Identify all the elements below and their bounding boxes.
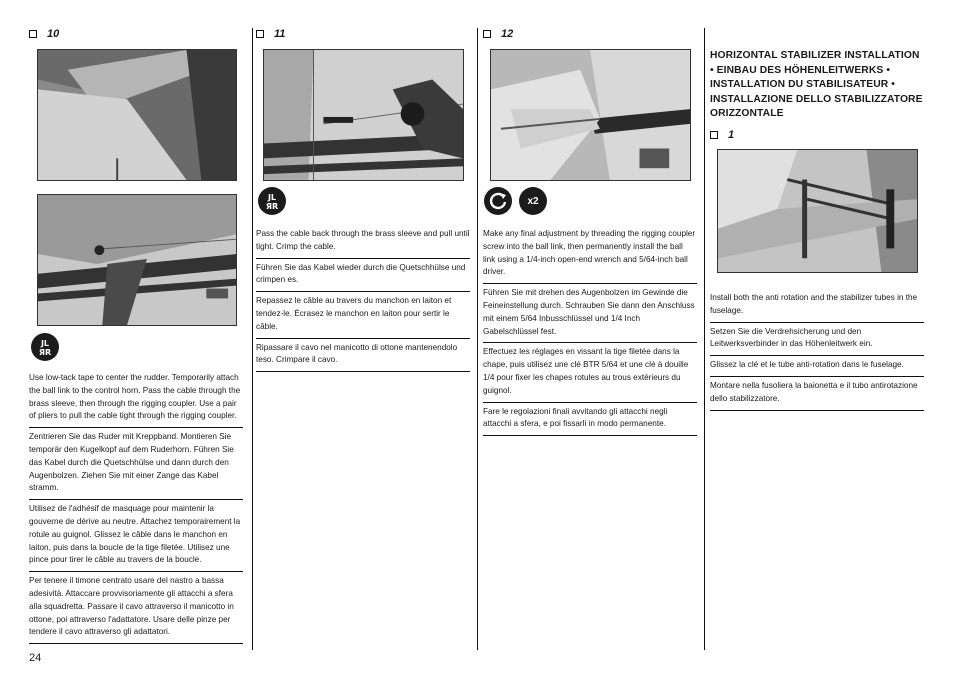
svg-text:ЯR: ЯR	[265, 202, 279, 211]
instructions-step-11	[256, 225, 470, 372]
column-stabilizer	[710, 49, 924, 141]
instructions-step-12	[483, 225, 697, 436]
column-step-12	[483, 28, 697, 40]
column-divider	[252, 28, 253, 650]
step-header	[483, 28, 697, 40]
paragraph-it: Ripassare il cavo nel manicotto di ottone mantenendolo teso. Crimpare il cavo.	[256, 339, 470, 373]
paragraph-en: Pass the cable back through the brass sleeve and pull until tight. Crimp the cable.	[256, 225, 470, 259]
checkbox-icon[interactable]	[483, 30, 491, 38]
checkbox-icon[interactable]	[256, 30, 264, 38]
paragraph-de: Zentrieren Sie das Ruder mit Kreppband. Montieren Sie temporär den Kugelkopf auf dem Ruderhorn. Führen Sie das Kabel durch die Quetschhülse und dann durch den Augenbolzen. Ziehen Sie mit einer Zange das Kabel stramm.	[29, 428, 243, 500]
photo-rudder-tape	[37, 49, 237, 181]
step-header	[29, 28, 243, 40]
column-step-10	[29, 28, 243, 40]
paragraph-en: Install both the anti rotation and the stabilizer tubes in the fuselage.	[710, 289, 924, 323]
photo-pliers-cable	[37, 194, 237, 326]
column-divider	[477, 28, 478, 650]
photo-stabilizer-tubes	[717, 149, 918, 273]
photo-crimp-cable	[263, 49, 464, 181]
paragraph-fr: Repassez le câble au travers du manchon en laiton et tendez-le. Écrasez le manchon en laiton pour sertir le câble.	[256, 292, 470, 338]
paragraph-en: Use low-tack tape to center the rudder. Temporarily attach the ball link to the control horn. Pass the cable through the brass sleeve, then through the rigging coupler. Use a pair of pliers to pull the cable tight through the rigging coupler.	[29, 369, 243, 428]
heading-line: HORIZONTAL STABILIZER INSTALLATION	[710, 50, 920, 61]
step-number: 12	[501, 28, 514, 40]
instructions-step-10	[29, 369, 243, 644]
paragraph-fr: Utilisez de l'adhésif de masquage pour maintenir la gouverne de dérive au neutre. Attachez temporairement la rotule au guignol. Glissez le câble dans le manchon en laiton, puis dans la boucle de la tige filetée. Utilisez une pince pour tirer le câble au travers de la boucle.	[29, 500, 243, 572]
paragraph-fr: Glissez la clé et le tube anti-rotation dans le fuselage.	[710, 356, 924, 377]
paragraph-de: Führen Sie mit drehen des Augenbolzen im Gewinde die Feineinstellung durch. Schrauben Sie dann den Anschluss mit einem 5/64 Inbusschlüssel und 1/4 Inch Gabelschlüssel fest.	[483, 284, 697, 343]
column-divider	[704, 28, 705, 650]
paragraph-fr: Effectuez les réglages en vissant la tige filetée dans la chape, puis utilisez une clé BTR 5/64 et une clé à douille 1/4 pour fixer les chapes rotules au trous extérieurs du guignol.	[483, 343, 697, 402]
paragraph-de: Setzen Sie die Verdrehsicherung und den Leitwerksverbinder in das Höhenleitwerk ein.	[710, 323, 924, 357]
badge-label: x2	[527, 195, 539, 207]
svg-text:JL: JL	[267, 193, 277, 202]
column-step-11	[256, 28, 470, 40]
crimp-tool-icon	[31, 333, 59, 361]
svg-text:ЯR: ЯR	[38, 348, 52, 357]
heading-line: • EINBAU DES HÖHENLEITWERKS •	[710, 64, 891, 76]
step-number: 11	[274, 28, 286, 40]
heading-line: ORIZZONTALE	[710, 108, 784, 119]
step-number: 10	[47, 28, 60, 40]
paragraph-it: Per tenere il timone centrato usare del nastro a bassa adesività. Attaccare provvisoriamente gli attacchi a sfera alla squadretta. Passare il cavo attraverso il manicotto in ottone, poi attraverso l'adattatore. Usare delle pinze per tendere il cavo attraverso gli adattatori.	[29, 572, 243, 644]
heading-line: INSTALLATION DU STABILISATEUR •	[710, 79, 895, 90]
instructions-stabilizer	[710, 289, 924, 411]
quantity-badge	[519, 187, 547, 215]
section-heading	[710, 49, 924, 122]
step-header	[256, 28, 470, 40]
svg-text:JL: JL	[40, 339, 50, 348]
paragraph-it: Montare nella fusoliera la baionetta e il tubo antirotazione dello stabilizzatore.	[710, 377, 924, 411]
checkbox-icon[interactable]	[29, 30, 37, 38]
crimp-tool-icon	[258, 187, 286, 215]
step-header	[710, 129, 924, 141]
paragraph-en: Make any final adjustment by threading the rigging coupler screw into the ball link, then permanently install the ball link using a 1/4-inch open-end wrench and 5/64-inch ball driver.	[483, 225, 697, 284]
paragraph-de: Führen Sie das Kabel wieder durch die Quetschhülse und crimpen es.	[256, 259, 470, 293]
heading-line: INSTALLAZIONE DELLO STABILIZZATORE	[710, 93, 923, 105]
step-number: 1	[728, 128, 735, 141]
page-number: 24	[29, 652, 42, 664]
checkbox-icon[interactable]	[710, 131, 718, 139]
photo-wrench-adjust	[490, 49, 691, 181]
rotate-icon	[484, 187, 512, 215]
paragraph-it: Fare le regolazioni finali avvitando gli attacchi negli attacchi a sfera, e poi fissarli in modo permanente.	[483, 403, 697, 437]
